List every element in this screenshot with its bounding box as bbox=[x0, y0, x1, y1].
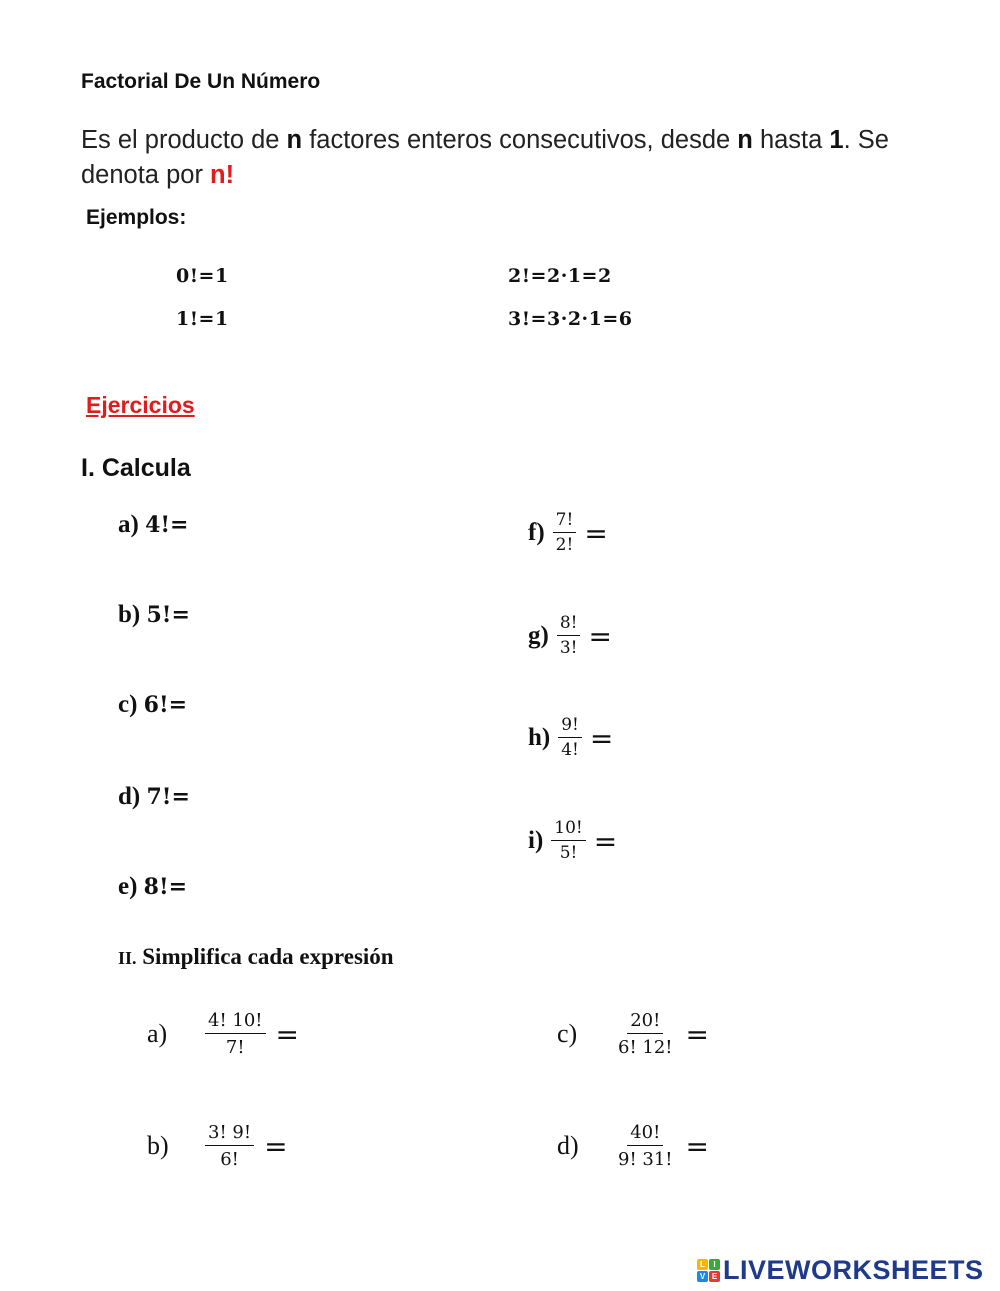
fraction: $\frac{40!}{9! 31!}$ bbox=[618, 1122, 673, 1170]
fraction: $\frac{3! 9!}{6!}$ bbox=[205, 1122, 254, 1170]
exercise-e: e) 8!= bbox=[118, 873, 188, 900]
simplify-c: c) $\frac{20!}{6! 12!}$ = bbox=[557, 1010, 710, 1058]
exercise-h: h) $\frac{9!}{4!}$ = bbox=[528, 715, 614, 760]
page-title: Factorial De Un Número bbox=[81, 70, 321, 93]
example-item: 1!=1 bbox=[176, 308, 229, 330]
fraction: $\frac{9!}{4!}$ bbox=[558, 716, 582, 760]
simplify-a: a) $\frac{4! 10!}{7!}$ = bbox=[147, 1010, 300, 1058]
notation-highlight: n! bbox=[210, 161, 235, 189]
fraction: $\frac{7!}{2!}$ bbox=[553, 511, 577, 555]
section-simplifica-heading: II. Simplifica cada expresión bbox=[118, 944, 394, 969]
exercise-f: f) $\frac{7!}{2!}$ = bbox=[528, 510, 608, 555]
simplify-d: d) $\frac{40!}{9! 31!}$ = bbox=[557, 1122, 710, 1170]
exercises-heading: Ejercicios bbox=[86, 392, 195, 418]
fraction: $\frac{4! 10!}{7!}$ bbox=[205, 1010, 266, 1058]
logo-text: LIVEWORKSHEETS bbox=[723, 1255, 984, 1285]
exercise-g: g) $\frac{8!}{3!}$ = bbox=[528, 613, 612, 658]
section-calcula-heading: I. Calcula bbox=[81, 454, 191, 482]
exercise-i: i) $\frac{10!}{5!}$ = bbox=[528, 818, 618, 863]
logo-mark-icon: L I V E bbox=[697, 1259, 720, 1282]
fraction: $\frac{20!}{6! 12!}$ bbox=[618, 1010, 673, 1058]
fraction: $\frac{8!}{3!}$ bbox=[557, 614, 581, 658]
exercise-d: d) 7!= bbox=[118, 783, 190, 810]
definition-paragraph: Es el producto de n factores enteros consecutivos, desde n hasta 1. Se denota por n! bbox=[81, 126, 889, 189]
example-item: 0!=1 bbox=[176, 265, 229, 287]
liveworksheets-logo bbox=[697, 1255, 984, 1286]
example-item: 2!=2·1=2 bbox=[508, 265, 612, 287]
simplify-b: b) $\frac{3! 9!}{6!}$ = bbox=[147, 1122, 288, 1170]
examples-heading: Ejemplos: bbox=[86, 206, 187, 229]
exercise-a: a) 4!= bbox=[118, 511, 189, 538]
exercise-b: b) 5!= bbox=[118, 601, 190, 628]
example-item: 3!=3·2·1=6 bbox=[508, 308, 633, 330]
fraction: $\frac{10!}{5!}$ bbox=[551, 819, 585, 863]
exercise-c: c) 6!= bbox=[118, 691, 188, 718]
